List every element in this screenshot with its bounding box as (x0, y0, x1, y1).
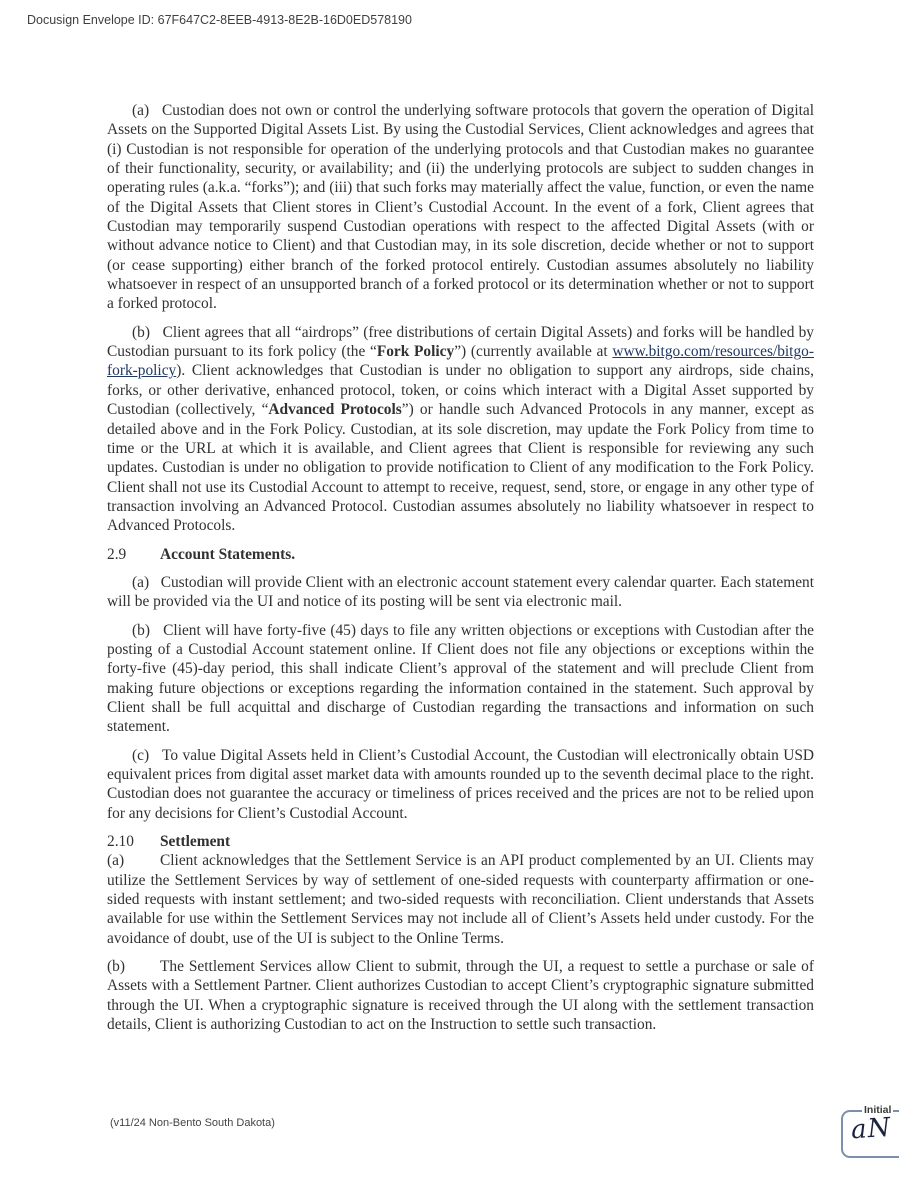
text-run: ”) (currently available at (454, 343, 613, 361)
paragraph (107, 851, 814, 948)
section-title: Settlement (160, 833, 231, 851)
paragraph (107, 957, 814, 1034)
paragraph (107, 621, 814, 737)
paragraph-label: (b) (107, 958, 125, 976)
bold-term: Advanced Protocols (268, 401, 402, 419)
text-run: (a) Custodian does not own or control the underlying software protocols that govern the operation of Digital Assets on the Supported Digital Assets List. By using the Custodial Services, Client acknowledges and agrees that (i) Custodian is not responsible for operation of the underlying protocols and that Custodian makes no guarantee of their functionality, security, or availability; and (ii) the underlying protocols are subject to sudden changes in operating rules (a.k.a. “forks”); and (iii) that such forks may materially affect the value, function, or even the name of the Digital Assets that Client stores in Client’s Custodial Account. In the event of a fork, Client agrees that Custodian may temporarily suspend Custodian operations with respect to the affected Digital Assets (with or without advance notice to Client) and that Custodian may, in its sole discretion, decide whether or not to support (or cease supporting) either branch of the forked protocol entirely. Custodian assumes absolutely no liability whatsoever in respect of an unsupported branch of a forked protocol or its determination whether or not to support a forked protocol. (107, 102, 814, 313)
bold-term: Fork Policy (376, 343, 455, 361)
section-number: 2.9 (107, 545, 127, 563)
paragraph-label: (a) (107, 852, 125, 870)
section-title: Account Statements. (160, 545, 296, 563)
document-body (107, 101, 814, 1043)
text-run: ). Client acknowledges that Custodian is under no obligation to support any airdrops, side chains, forks, or other derivative, enhanced protocol, token, or coins which interact with a Digital Asset supported by Custodian (collectively, “ (107, 362, 814, 419)
paragraph (107, 573, 814, 612)
envelope-id: Docusign Envelope ID: 67F647C2-8EEB-4913-8E2B-16D0ED578190 (27, 13, 412, 27)
paragraph (107, 323, 814, 536)
initial-label: Initial (864, 1104, 892, 1116)
fork-policy-link[interactable]: www.bitgo.com/resources/bitgo-fork-policy (107, 343, 814, 380)
text-run: The Settlement Services allow Client to submit, through the UI, a request to settle a purchase or sale of Assets with a Settlement Partner. Client authorizes Custodian to accept Client’s cryptographic signature submitted through the UI. When a cryptographic signature is received through the UI along with the settlement transaction details, Client is authorizing Custodian to act on the Instruction to settle such transaction. (107, 958, 814, 1034)
text-run: (c) To value Digital Assets held in Client’s Custodial Account, the Custodian will electronically obtain USD equivalent prices from digital asset market data with amounts rounded up to the seventh decimal place to the right. Custodian does not guarantee the accuracy or timeliness of prices received and the prices are not to be relied upon for any decisions for Client’s Custodial Account. (107, 746, 814, 822)
text-run: (b) Client will have forty-five (45) days to file any written objections or exceptions with Custodian after the posting of a Custodial Account statement online. If Client does not file any objections or exceptions within the forty-five (45)-day period, this shall indicate Client’s approval of the statement and will preclude Client from making future objections or exceptions regarding the information contained in the statement. Such approval by Client shall be full acquittal and discharge of Custodian regarding the transactions and information on such statement. (107, 621, 814, 736)
paragraph (107, 746, 814, 823)
initial-tab[interactable] (841, 1104, 899, 1158)
text-run: (a) Custodian will provide Client with an electronic account statement every calendar quarter. Each statement will be provided via the UI and notice of its posting will be sent via electronic mail. (107, 573, 814, 611)
text-run: Client acknowledges that the Settlement Service is an API product complemented by an UI. Clients may utilize the Settlement Services by way of settlement of one-sided requests with counterparty affirmation or one-sided requests with instant settlement; and two-sided requests with reconciliation. Client understands that Assets available for use within the Settlement Services may not include all of Client’s Assets held under custody. For the avoidance of doubt, use of the UI is subject to the Online Terms. (107, 852, 814, 947)
section-heading (107, 545, 814, 564)
footer-version-note: (v11/24 Non-Bento South Dakota) (110, 1117, 275, 1129)
paragraph (107, 101, 814, 314)
section-number: 2.10 (107, 833, 134, 851)
initials-handwriting: aN (850, 1112, 893, 1146)
section-heading (107, 832, 814, 851)
text-run: ”) or handle such Advanced Protocols in any manner, except as detailed above and in the Fork Policy. Custodian, at its sole discretion, may update the Fork Policy from time to time or the URL at which it is available, and Client agrees that Client is responsible for reviewing any such updates. Custodian is under no obligation to provide notification to Client of any modification to the Fork Policy. Client shall not use its Custodial Account to attempt to receive, request, send, store, or engage in any other type of transaction involving an Advanced Protocol. Custodian assumes absolutely no liability whatsoever in respect to Advanced Protocols. (107, 401, 814, 535)
text-run: (b) Client agrees that all “airdrops” (free distributions of certain Digital Assets) and forks will be handled by Custodian pursuant to its fork policy (the “ (107, 323, 814, 361)
